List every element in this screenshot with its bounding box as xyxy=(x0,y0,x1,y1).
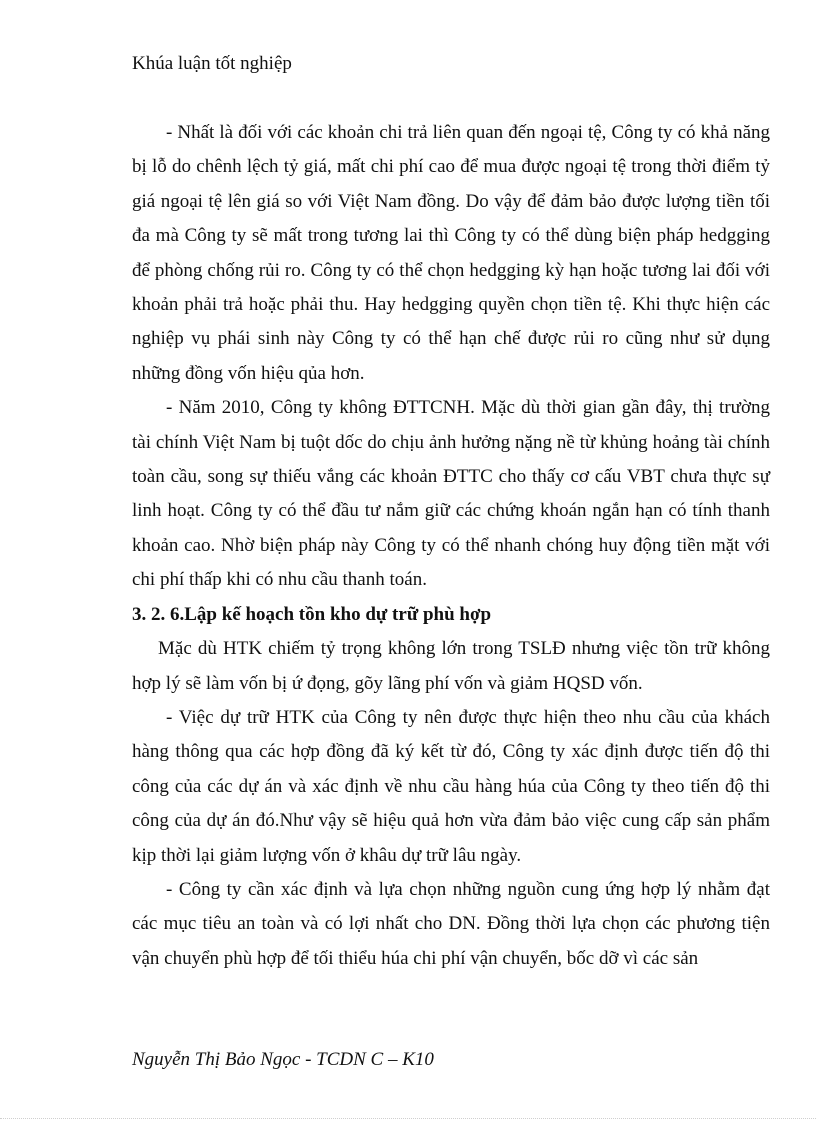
body-text xyxy=(132,116,770,976)
paragraph-foreign-currency-risk: - Nhất là đối với các khoản chi trả liên quan đến ngoại tệ, Công ty có khả năng bị lỗ do chênh lệch tỷ giá, mất chi phí cao để mua được ngoại tệ trong thời điểm tỷ giá ngoại tệ lên giá so với Việt Nam đồng. Do vậy để đảm bảo được lượng tiền tối đa mà Công ty sẽ mất trong tương lai thì Công ty có thể dùng biện pháp hedgging để phòng chống rủi ro. Công ty có thể chọn hedgging kỳ hạn hoặc tương lai đối với khoản phải trả hoặc phải thu. Hay hedgging quyền chọn tiền tệ. Khi thực hiện các nghiệp vụ phái sinh này Công ty có thể hạn chế được rủi ro cũng như sử dụng những đồng vốn hiệu qủa hơn. xyxy=(132,122,770,384)
page-bottom-edge xyxy=(0,1118,816,1120)
paragraph-supply-sources: - Công ty cần xác định và lựa chọn những nguồn cung ứng hợp lý nhằm đạt các mục tiêu an toàn và có lợi nhất cho DN. Đồng thời lựa chọn các phương tiện vận chuyển phù hợp để tối thiểu húa chi phí vận chuyển, bốc dỡ vì các sản xyxy=(132,878,770,969)
page-header: Khúa luận tốt nghiệp xyxy=(132,53,292,74)
paragraph-short-term-investment: - Năm 2010, Công ty không ĐTTCNH. Mặc dù thời gian gần đây, thị trường tài chính Việt Nam bị tuột dốc do chịu ảnh hưởng nặng nề từ khủng hoảng tài chính toàn cầu, song sự thiếu vắng các khoản ĐTTC cho thấy cơ cấu VBT chưa thực sự linh hoạt. Công ty có thể đầu tư nắm giữ các chứng khoán ngắn hạn có tính thanh khoản cao. Nhờ biện pháp này Công ty có thể nhanh chóng huy động tiền mặt với chi phí thấp khi có nhu cầu thanh toán. xyxy=(132,397,770,591)
section-heading: 3. 2. 6.Lập kế hoạch tồn kho dự trữ phù hợp xyxy=(132,603,492,625)
paragraph-inventory-demand: - Việc dự trữ HTK của Công ty nên được thực hiện theo nhu cầu của khách hàng thông qua các hợp đồng đã ký kết từ đó, Công ty xác định được tiến độ thi công của các dự án và xác định về nhu cầu hàng húa của Công ty theo tiến độ thi công của dự án đó.Như vậy sẽ hiệu quả hơn vừa đảm bảo việc cung cấp sản phẩm kịp thời lại giảm lượng vốn ở khâu dự trữ lâu ngày. xyxy=(132,706,770,866)
page-footer: Nguyễn Thị Bảo Ngọc - TCDN C – K10 xyxy=(132,1049,434,1070)
paragraph-inventory-intro: Mặc dù HTK chiếm tỷ trọng không lớn trong TSLĐ nhưng việc tồn trữ không hợp lý sẽ làm vốn bị ứ đọng, gõy lãng phí vốn và giảm HQSD vốn. xyxy=(132,638,770,694)
